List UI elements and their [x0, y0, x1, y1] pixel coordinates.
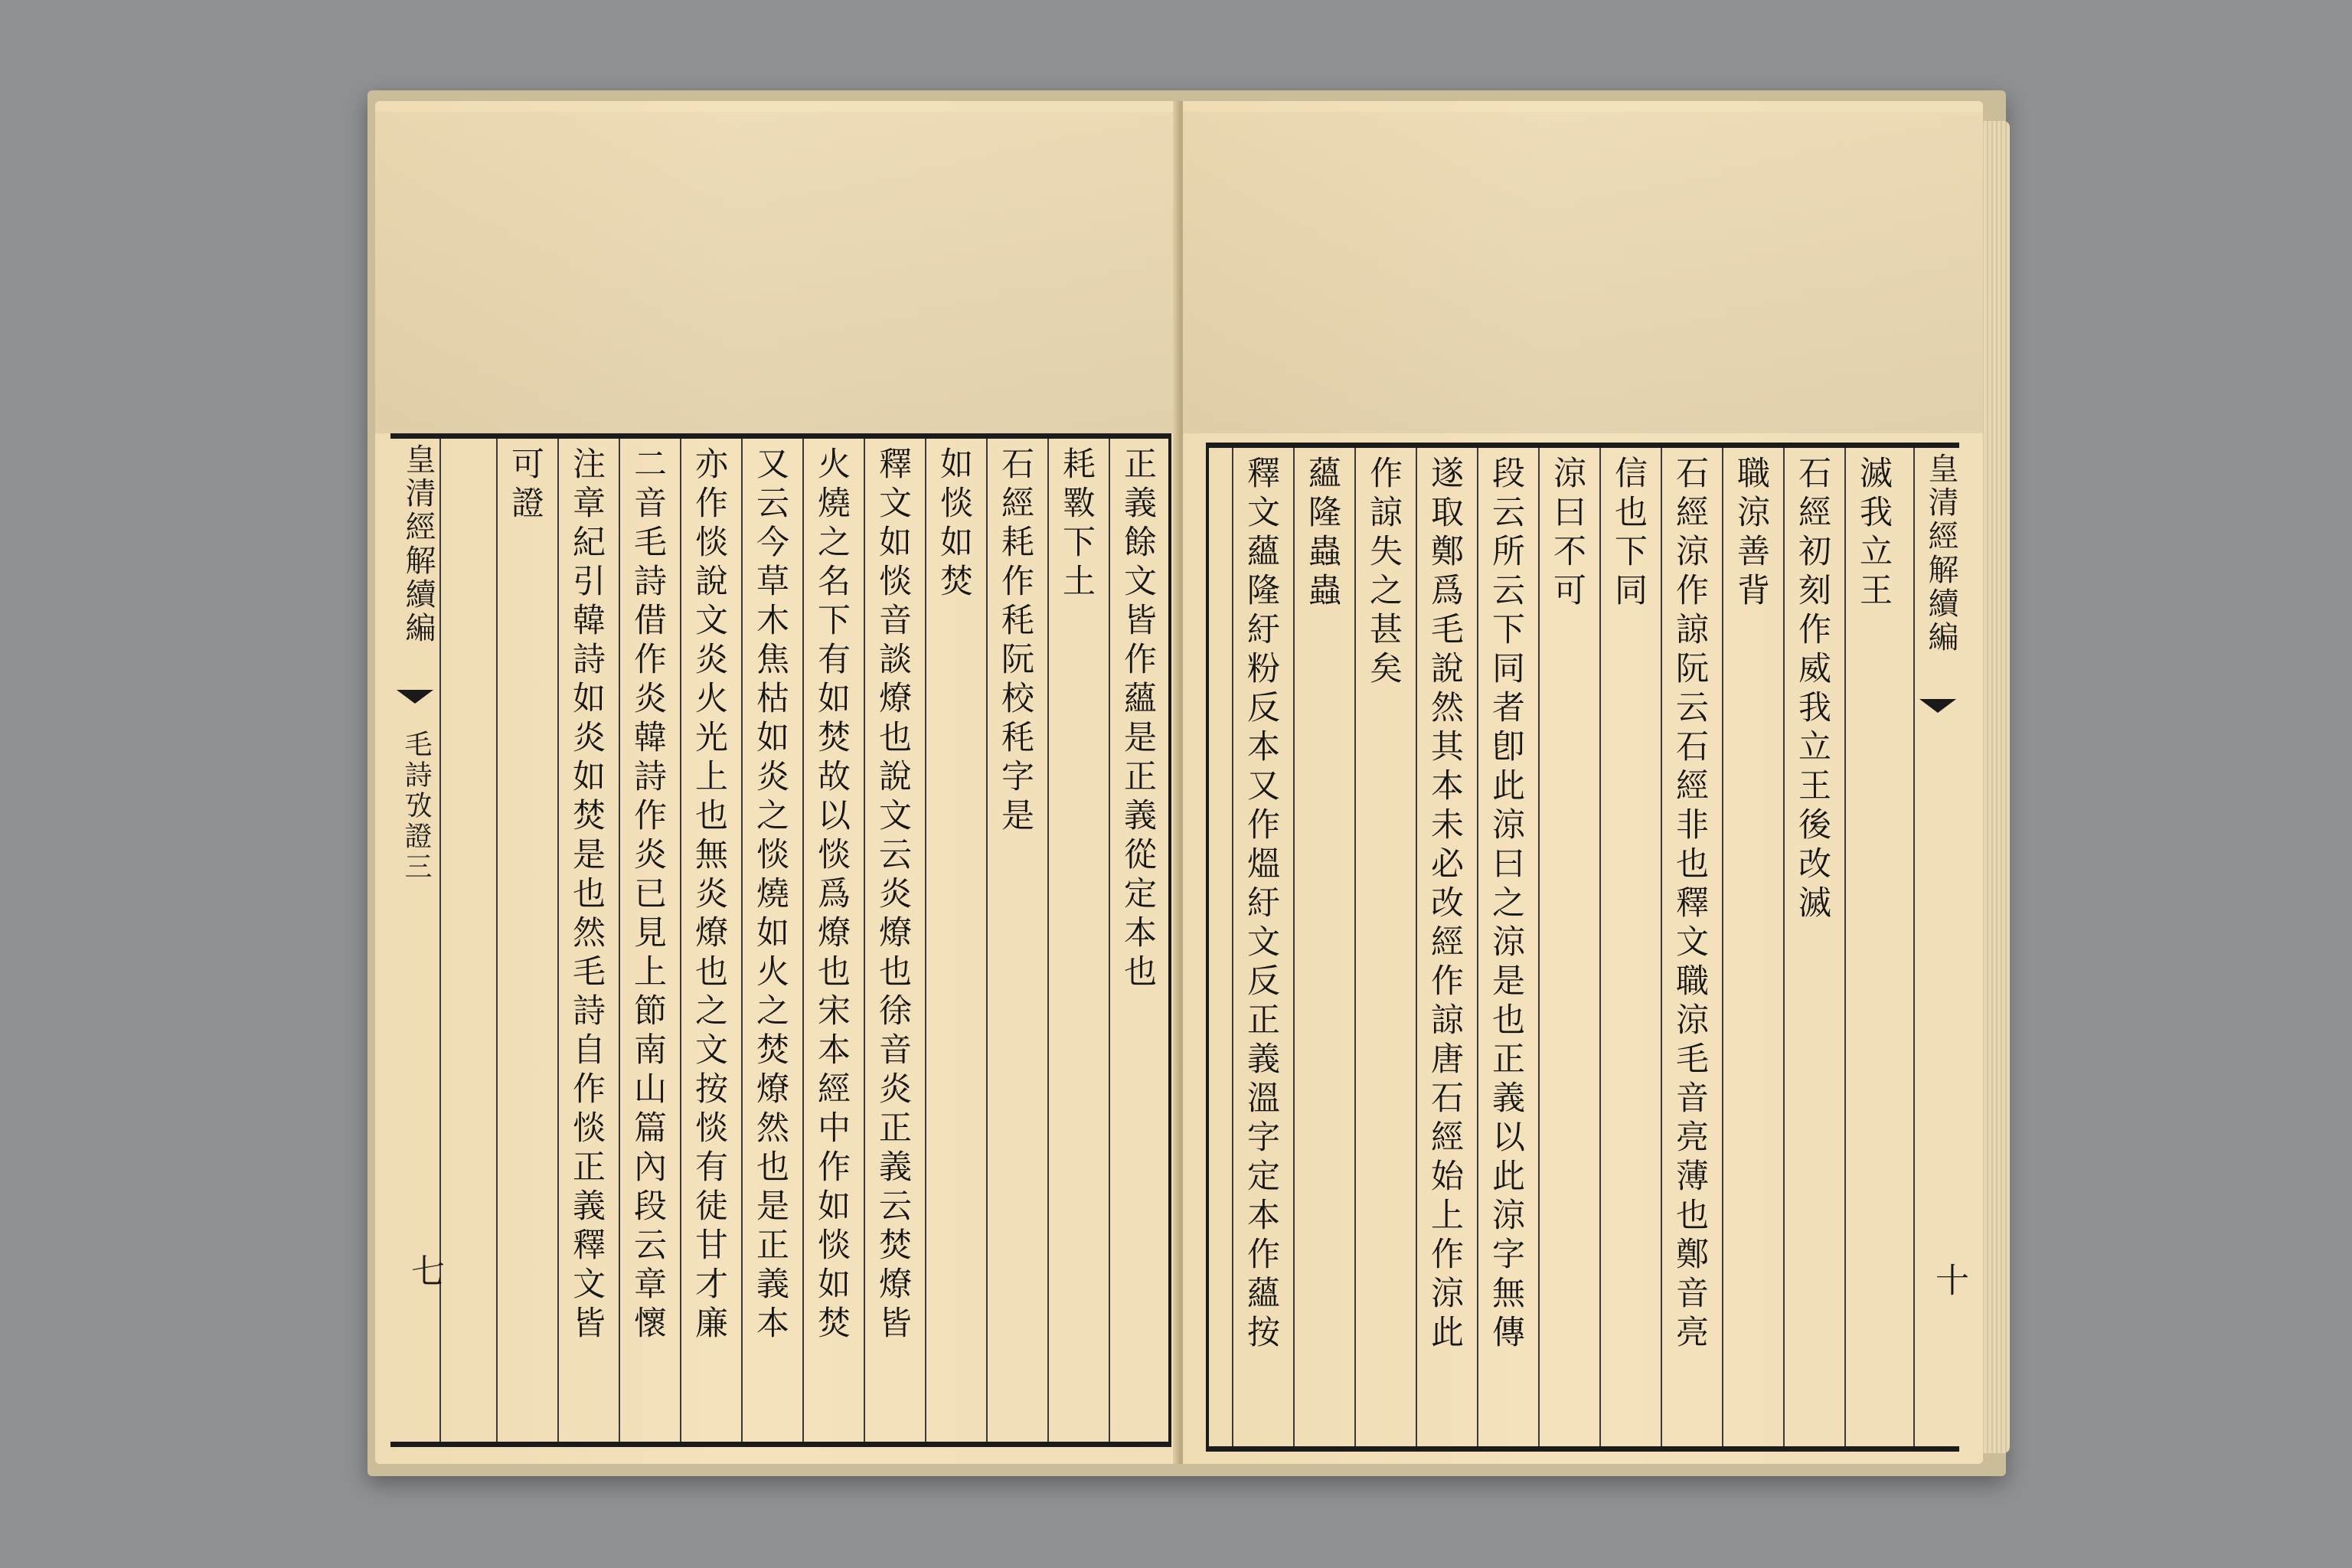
left-page: [375, 101, 1179, 1464]
left-banxin-section: 毛詩攷證三: [400, 730, 432, 883]
left-column-7: 又云今草木焦枯如炎之惔燒如火之焚燎然也是正義本: [751, 446, 789, 1344]
right-column-4: 石經涼作諒阮云石經非也釋文職涼毛音亮薄也鄭音亮: [1671, 456, 1709, 1354]
right-column-rule: [1354, 448, 1356, 1446]
fish-tail-mark: [397, 690, 433, 704]
left-column-rule: [1109, 439, 1110, 1442]
show-through-area-right: [1183, 112, 1983, 433]
left-column-rule: [496, 439, 498, 1442]
left-column-rule: [741, 439, 743, 1442]
right-column-rule: [1783, 448, 1785, 1446]
right-banxin-title: 皇清經解續編: [1923, 452, 1958, 655]
right-column-8: 遂取鄭爲毛說然其本未必改經作諒唐石經始上作涼此: [1426, 456, 1464, 1354]
page-edges: [1979, 121, 2010, 1453]
left-leaf-number: 七: [405, 1253, 444, 1287]
right-leaf-number: 十: [1929, 1263, 1968, 1296]
right-page: [1183, 101, 1983, 1464]
right-column-10: 蘊隆蟲蟲: [1303, 456, 1341, 612]
right-column-rule: [1416, 448, 1417, 1446]
left-column-2: 耗斁下土: [1057, 446, 1096, 603]
left-column-6: 火燒之名下有如焚故以惔爲燎也宋本經中作如惔如焚: [812, 446, 851, 1344]
right-column-rule: [1599, 448, 1601, 1446]
left-column-1: 正義餘文皆作蘊是正義從定本也: [1119, 446, 1157, 993]
right-column-2: 石經初刻作威我立王後改滅: [1793, 456, 1831, 924]
left-column-rule: [557, 439, 559, 1442]
right-column-rule: [1844, 448, 1846, 1446]
right-column-rule: [1538, 448, 1540, 1446]
right-column-rule: [1232, 448, 1233, 1446]
right-column-rule: [1293, 448, 1295, 1446]
right-column-rule: [1722, 448, 1723, 1446]
left-column-5: 釋文如惔音談燎也說文云炎燎也徐音炎正義云焚燎皆: [874, 446, 912, 1344]
open-book: [368, 90, 2006, 1476]
left-column-4: 如惔如焚: [935, 446, 973, 603]
right-column-11: 釋文蘊隆紆粉反本又作熅紆文反正義溫字定本作蘊按: [1242, 456, 1280, 1354]
right-column-rule: [1661, 448, 1662, 1446]
banxin-rule-right: [1913, 448, 1915, 1446]
right-column-6: 涼曰不可: [1548, 456, 1586, 612]
right-column-9: 作諒失之甚矣: [1364, 456, 1403, 690]
fish-tail-mark-right: [1919, 699, 1956, 713]
left-column-rule: [925, 439, 926, 1442]
left-column-rule: [619, 439, 620, 1442]
left-column-8: 亦作惔說文炎火光上也無炎燎也之文按惔有徒甘才廉: [690, 446, 728, 1344]
right-column-7: 段云所云下同者卽此涼曰之涼是也正義以此涼字無傳: [1487, 456, 1525, 1354]
left-column-9: 二音毛詩借作炎韓詩作炎已見上節南山篇內段云章懷: [629, 446, 667, 1344]
right-column-rule: [1477, 448, 1478, 1446]
show-through-area: [375, 112, 1179, 433]
left-column-rule: [986, 439, 988, 1442]
left-column-rule: [864, 439, 865, 1442]
left-column-3: 石經耗作秏阮校秏字是: [996, 446, 1034, 837]
left-column-10: 注章紀引韓詩如炎如焚是也然毛詩自作惔正義釋文皆: [567, 446, 606, 1344]
left-column-11: 可證: [506, 446, 544, 524]
right-column-1: 滅我立王: [1854, 456, 1893, 612]
left-banxin-title: 皇清經解續編: [400, 443, 436, 645]
left-column-rule: [680, 439, 681, 1442]
right-text-frame: [1206, 443, 1968, 1452]
right-column-5: 信也下同: [1609, 456, 1648, 612]
left-column-rule: [802, 439, 804, 1442]
left-column-rule: [1047, 439, 1049, 1442]
left-text-frame: [390, 433, 1171, 1447]
right-column-3: 職涼善背: [1732, 456, 1770, 612]
